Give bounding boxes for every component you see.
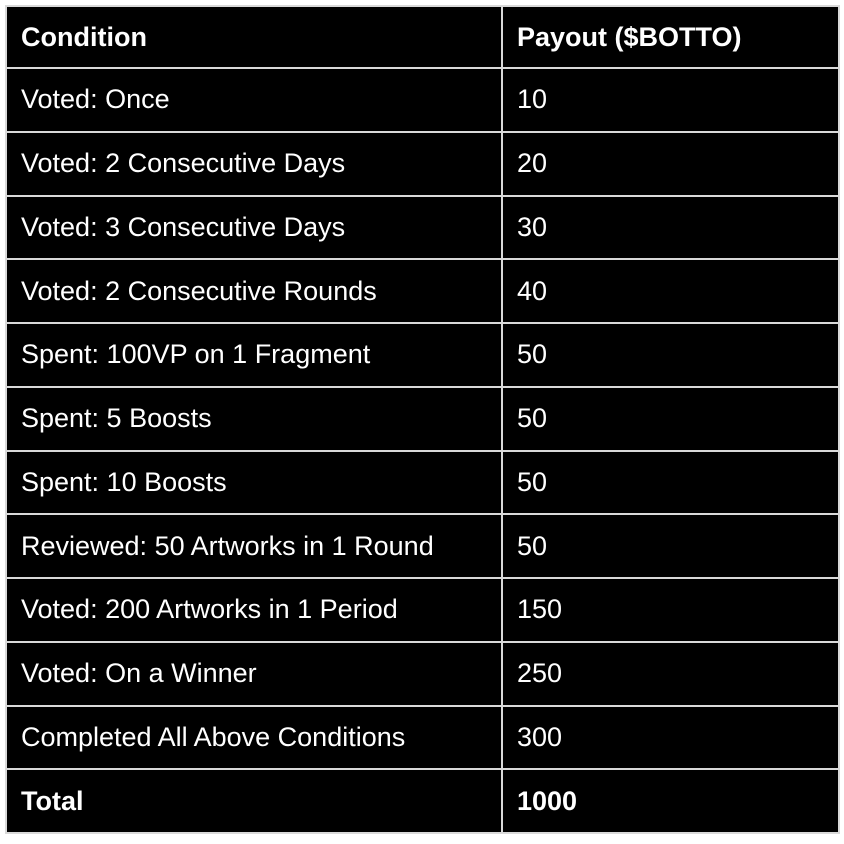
payout-cell: 40: [502, 259, 839, 323]
table-row: [6, 578, 839, 642]
payout-cell: 50: [502, 323, 839, 387]
condition-cell: Voted: On a Winner: [6, 642, 502, 706]
payout-cell: 50: [502, 514, 839, 578]
condition-cell: Voted: 2 Consecutive Rounds: [6, 259, 502, 323]
table-row: [6, 323, 839, 387]
condition-cell: Spent: 5 Boosts: [6, 387, 502, 451]
condition-cell: Voted: 2 Consecutive Days: [6, 132, 502, 196]
table-row: [6, 642, 839, 706]
table-row: [6, 132, 839, 196]
condition-cell: Spent: 100VP on 1 Fragment: [6, 323, 502, 387]
header-payout: Payout ($BOTTO): [502, 6, 839, 68]
total-value: 1000: [502, 769, 839, 833]
table-total-row: [6, 769, 839, 833]
payout-table-container: [5, 5, 838, 834]
payout-cell: 20: [502, 132, 839, 196]
payout-cell: 150: [502, 578, 839, 642]
table-row: [6, 451, 839, 515]
payout-cell: 250: [502, 642, 839, 706]
table-header-row: [6, 6, 839, 68]
table-row: [6, 259, 839, 323]
payout-cell: 10: [502, 68, 839, 132]
total-label: Total: [6, 769, 502, 833]
payout-table: [5, 5, 840, 834]
table-row: [6, 196, 839, 260]
condition-cell: Voted: 200 Artworks in 1 Period: [6, 578, 502, 642]
payout-cell: 50: [502, 451, 839, 515]
condition-cell: Spent: 10 Boosts: [6, 451, 502, 515]
payout-cell: 30: [502, 196, 839, 260]
condition-cell: Voted: 3 Consecutive Days: [6, 196, 502, 260]
condition-cell: Voted: Once: [6, 68, 502, 132]
payout-cell: 300: [502, 706, 839, 770]
table-row: [6, 68, 839, 132]
table-row: [6, 514, 839, 578]
payout-cell: 50: [502, 387, 839, 451]
condition-cell: Reviewed: 50 Artworks in 1 Round: [6, 514, 502, 578]
condition-cell: Completed All Above Conditions: [6, 706, 502, 770]
table-row: [6, 387, 839, 451]
header-condition: Condition: [6, 6, 502, 68]
table-row: [6, 706, 839, 770]
